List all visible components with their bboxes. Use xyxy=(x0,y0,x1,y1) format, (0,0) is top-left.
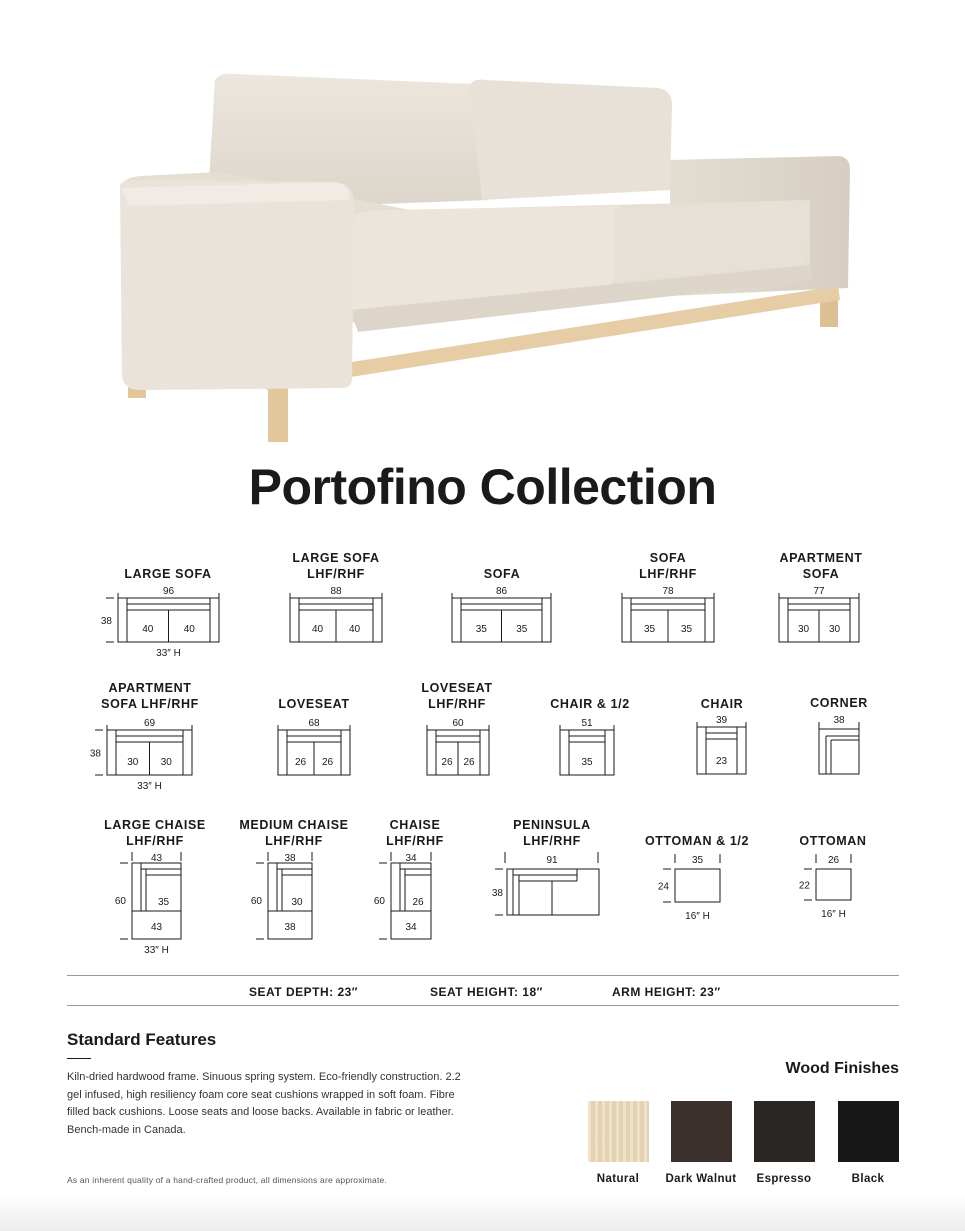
seat-width-label: 30 xyxy=(127,757,139,768)
seat-width-label: 26 xyxy=(463,757,475,768)
seat-width-label: 35 xyxy=(581,757,593,768)
seat-width-label: 35 xyxy=(475,624,487,635)
divider-bottom xyxy=(67,1005,899,1006)
depth-label: 38 xyxy=(89,748,101,760)
page-edge-shadow xyxy=(0,1195,965,1231)
product-name-3: SOFA xyxy=(649,551,687,565)
seat-width-label: 35 xyxy=(516,624,528,635)
product-name-4: APARTMENT xyxy=(779,551,863,565)
width-label: 78 xyxy=(662,586,674,597)
seat-width-label: 35 xyxy=(157,897,170,908)
width-label: 51 xyxy=(581,718,593,729)
depth-label: 60 xyxy=(373,896,385,907)
width-label: 96 xyxy=(162,586,175,597)
width-label: 68 xyxy=(308,718,320,729)
wood-swatch-dark-walnut xyxy=(671,1101,732,1162)
product-name-1: LARGE SOFA xyxy=(292,551,380,565)
seat-width-label: 30 xyxy=(291,897,303,908)
wood-swatch-natural xyxy=(588,1101,649,1162)
product-name-11: LHF/RHF xyxy=(126,834,184,848)
seat-width-label: 40 xyxy=(311,624,324,635)
wood-swatch-label: Natural xyxy=(596,1173,640,1185)
seat-specs xyxy=(0,985,965,1001)
ottoman-outline xyxy=(816,869,851,900)
wood-swatch-espresso xyxy=(754,1101,815,1162)
width-label: 43 xyxy=(150,853,163,864)
wood-swatch-label: Dark Walnut xyxy=(665,1173,737,1185)
product-name-7: LOVESEAT xyxy=(421,681,493,695)
height-label: 33″ H xyxy=(144,945,169,956)
product-name-14: PENINSULA xyxy=(513,818,591,832)
height-label: 33″ H xyxy=(137,781,162,792)
sofa-outline xyxy=(560,730,614,775)
seat-height: SEAT HEIGHT: 18″ xyxy=(430,985,543,999)
seat-width-label: 26 xyxy=(441,757,453,768)
depth-label: 60 xyxy=(250,896,262,907)
product-name-12: MEDIUM CHAISE xyxy=(239,818,349,832)
arm-height: ARM HEIGHT: 23″ xyxy=(612,985,721,999)
dimension-diagrams xyxy=(0,540,965,970)
depth-label: 22 xyxy=(798,880,810,892)
seat-depth: SEAT DEPTH: 23″ xyxy=(249,985,359,999)
front-width-label: 38 xyxy=(284,922,296,933)
product-name-4: SOFA xyxy=(802,567,840,581)
product-name-0: LARGE SOFA xyxy=(124,567,212,581)
seat-width-label: 26 xyxy=(412,897,424,908)
collection-title: Portofino Collection xyxy=(248,459,717,515)
width-label: 35 xyxy=(691,855,704,866)
seat-width-label: 26 xyxy=(321,757,334,768)
height-label: 16″ H xyxy=(685,911,710,922)
width-label: 77 xyxy=(813,586,825,597)
seat-width-label: 23 xyxy=(715,756,728,767)
wood-swatch-black xyxy=(838,1101,899,1162)
width-label: 38 xyxy=(833,715,845,726)
seat-width-label: 26 xyxy=(294,757,307,768)
seat-width-label: 40 xyxy=(142,624,154,635)
depth-label: 24 xyxy=(657,881,669,893)
width-label: 91 xyxy=(546,855,558,866)
seat-width-label: 30 xyxy=(797,624,810,635)
product-name-13: LHF/RHF xyxy=(386,834,444,848)
front-width-label: 43 xyxy=(150,922,163,933)
depth-label: 60 xyxy=(114,896,126,907)
divider-top xyxy=(67,975,899,976)
width-label: 38 xyxy=(284,853,296,864)
width-label: 39 xyxy=(715,715,728,726)
product-name-14: LHF/RHF xyxy=(523,834,581,848)
wood-swatch-label: Black xyxy=(851,1173,885,1185)
product-name-9: CHAIR xyxy=(700,697,744,711)
height-label: 16″ H xyxy=(821,909,846,920)
features-rule xyxy=(67,1058,91,1059)
dimensions-disclaimer: As an inherent quality of a hand-crafted product, all dimensions are approximate. xyxy=(67,1175,388,1185)
seat-width-label: 35 xyxy=(643,624,656,635)
seat-width-label: 30 xyxy=(828,624,841,635)
features-heading: Standard Features xyxy=(67,1030,217,1049)
depth-label: 38 xyxy=(100,616,112,627)
product-name-1: LHF/RHF xyxy=(307,567,365,581)
depth-label: 38 xyxy=(491,888,503,899)
product-name-7: LHF/RHF xyxy=(428,697,486,711)
height-label: 33″ H xyxy=(156,648,181,659)
product-name-8: CHAIR & 1/2 xyxy=(550,697,630,711)
product-name-13: CHAISE xyxy=(389,818,441,832)
seat-width-label: 30 xyxy=(160,757,172,768)
product-name-2: SOFA xyxy=(483,567,521,581)
product-name-12: LHF/RHF xyxy=(265,834,323,848)
width-label: 69 xyxy=(143,718,156,729)
product-name-5: SOFA LHF/RHF xyxy=(101,697,199,711)
wood-finishes-heading: Wood Finishes xyxy=(785,1060,899,1077)
wood-swatch-label: Espresso xyxy=(756,1173,812,1185)
width-label: 86 xyxy=(495,586,508,597)
seat-width-label: 35 xyxy=(680,624,693,635)
product-name-15: OTTOMAN & 1/2 xyxy=(644,834,750,848)
product-name-11: LARGE CHAISE xyxy=(104,818,206,832)
product-name-10: CORNER xyxy=(810,696,868,710)
ottoman-outline xyxy=(675,869,720,902)
product-name-16: OTTOMAN xyxy=(799,834,867,848)
product-name-5: APARTMENT xyxy=(108,681,192,695)
product-name-6: LOVESEAT xyxy=(278,697,350,711)
width-label: 60 xyxy=(452,718,464,729)
width-label: 26 xyxy=(827,855,840,866)
seat-width-label: 40 xyxy=(183,624,195,635)
front-width-label: 34 xyxy=(405,922,417,933)
sofa-product-image xyxy=(110,60,855,450)
product-name-3: LHF/RHF xyxy=(639,567,697,581)
seat-width-label: 40 xyxy=(348,624,361,635)
width-label: 34 xyxy=(405,853,417,864)
peninsula-outline xyxy=(507,869,599,915)
features-text: Kiln-dried hardwood frame. Sinuous spring system. Eco-friendly construction. 2.2 gel infused, high resiliency foam core seat cushions wrapped in soft foam. Fibre filled back cushions. Loose seats and loose backs. Available in fabric or leather. Bench-made in Canada. xyxy=(67,1071,461,1136)
width-label: 88 xyxy=(330,586,342,597)
